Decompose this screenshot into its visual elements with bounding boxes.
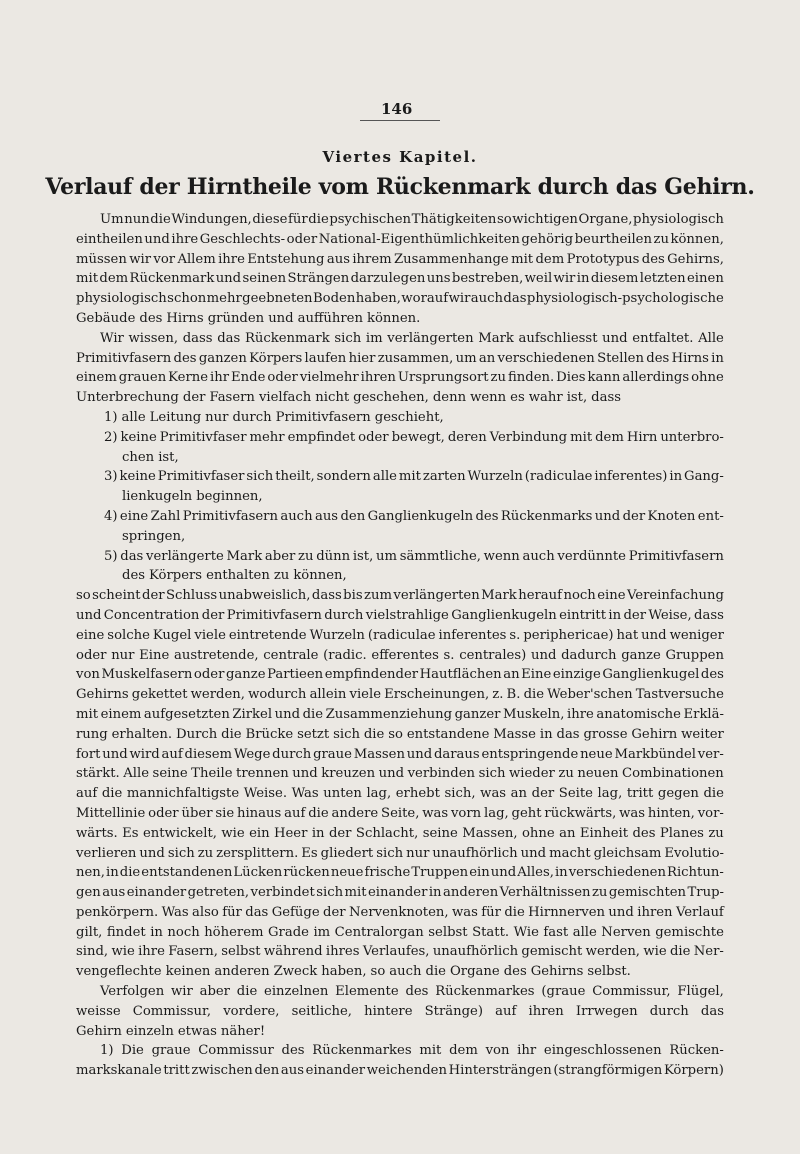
text-line: weisse Commissur, vordere, seitliche, hintere Stränge) auf ihren Irrwegen durch das xyxy=(76,1003,724,1019)
text-line: lienkugeln beginnen, xyxy=(122,489,263,505)
text-line: Mittellinie oder über sie hinaus auf die andere Seite, was vorn lag, geht rückwärts, was hinten, vor- xyxy=(76,805,724,821)
text-line: Um nun die Windungen, diese für die psychischen Thätigkeiten so wichtigen Organe, physiologisch xyxy=(100,212,724,227)
text-line: vengeflechte keinen anderen Zweck haben, so auch die Organe des Gehirns selbst. xyxy=(76,964,631,980)
text-line: gen aus einander getreten, verbindet sich mit einander in anderen Verhältnissen zu gemischten Trup- xyxy=(76,885,724,901)
text-line: eintheilen und ihre Geschlechts- oder National-Eigenthümlichkeiten gehörig beurtheilen zu können, xyxy=(76,231,724,247)
text-line: wärts. Es entwickelt, wie ein Heer in der Schlacht, seine Massen, ohne an Einheit des Planes zu xyxy=(76,825,724,841)
text-line: chen ist, xyxy=(122,449,179,465)
text-line: 4) eine Zahl Primitivfasern auch aus den Ganglienkugeln des Rückenmarks und der Knoten ent- xyxy=(104,508,724,524)
text-line: physiologisch schon mehr geebneten Boden haben, worauf wir auch das physiologisch-psychologische xyxy=(76,291,724,307)
text-line: rung erhalten. Durch die Brücke setzt sich die so entstandene Masse in das grosse Gehirn weiter xyxy=(76,726,724,742)
chapter-label: Viertes Kapitel. xyxy=(322,148,478,166)
text-line: Gebäude des Hirns gründen und aufführen können. xyxy=(76,310,421,326)
text-line: verlieren und sich zu zersplittern. Es gliedert sich nur unaufhörlich und macht gleichsam Evolutio- xyxy=(76,845,724,861)
text-line: eine solche Kugel viele eintretende Wurzeln (radiculae inferentes s. periphericae) hat und weniger xyxy=(76,627,724,643)
text-line: auf die mannichfaltigste Weise. Was unten lag, erhebt sich, was an der Seite lag, tritt gegen die xyxy=(76,786,724,802)
text-line: sind, wie ihre Fasern, selbst während ihres Verlaufes, unaufhörlich gemischt werden, wie die Ner- xyxy=(76,944,724,960)
text-line: mit einem aufgesetzten Zirkel und die Zusammenziehung ganzer Muskeln, ihre anatomische Erklä- xyxy=(76,706,724,722)
body-text xyxy=(76,210,724,1081)
text-line: von Muskelfasern oder ganze Partieen empfindender Hautflächen an Eine einzige Ganglienkugel des xyxy=(76,667,724,683)
text-line: Verfolgen wir aber die einzelnen Elemente des Rückenmarkes (graue Commissur, Flügel, xyxy=(100,984,724,1000)
text-line: fort und wird auf diesem Wege durch graue Massen und daraus entspringende neue Markbündel ver- xyxy=(76,746,724,762)
chapter-title: Verlauf der Hirntheile vom Rückenmark durch das Gehirn. xyxy=(45,174,755,200)
text-line: markskanale tritt zwischen den aus einander weichenden Hintersträngen (strangförmigen Körpern) xyxy=(76,1063,724,1079)
text-line: 5) das verlängerte Mark aber zu dünn ist, um sämmtliche, wenn auch verdünnte Primitivfasern xyxy=(104,548,724,564)
text-line: so scheint der Schluss unabweislich, dass bis zum verlängerten Mark herauf noch eine Vereinfachung xyxy=(76,588,724,604)
text-line: 1) alle Leitung nur durch Primitivfasern geschieht, xyxy=(104,409,444,425)
text-line: müssen wir vor Allem ihre Entstehung aus ihrem Zusammenhange mit dem Prototypus des Gehirns, xyxy=(76,251,724,267)
text-line: Primitivfasern des ganzen Körpers laufen hier zusammen, um an verschiedenen Stellen des Hirns in xyxy=(76,350,724,366)
text-line: springen, xyxy=(122,528,186,544)
text-line: 2) keine Primitivfaser mehr empfindet oder bewegt, deren Verbindung mit dem Hirn unterbro- xyxy=(104,429,724,445)
header-rule xyxy=(360,120,440,121)
text-line: nen, in die entstandenen Lücken rücken neue frische Truppen ein und Alles, in verschiedenen Richtun- xyxy=(76,865,724,881)
text-line: Gehirns gekettet werden, wodurch allein viele Erscheinungen, z. B. die Weber'schen Tastversuche xyxy=(76,687,724,703)
text-line: oder nur Eine austretende, centrale (radic. efferentes s. centrales) und dadurch ganze Gruppen xyxy=(76,647,724,663)
text-line: einem grauen Kerne ihr Ende oder vielmehr ihren Ursprungsort zu finden. Dies kann allerdings ohne xyxy=(76,370,724,386)
text-line: Wir wissen, dass das Rückenmark sich im verlängerten Mark aufschliesst und entfaltet. Alle xyxy=(100,330,724,346)
text-line: 1) Die graue Commissur des Rückenmarkes mit dem von ihr eingeschlossenen Rücken- xyxy=(100,1043,724,1059)
text-line: mit dem Rückenmark und seinen Strängen darzulegen uns bestreben, weil wir in diesem letzten einen xyxy=(76,271,724,287)
text-line: des Körpers enthalten zu können, xyxy=(122,568,347,584)
text-line: penkörpern. Was also für das Gefüge der Nervenknoten, was für die Hirnnerven und ihren Verlauf xyxy=(76,904,724,920)
text-line: Unterbrechung der Fasern vielfach nicht geschehen, denn wenn es wahr ist, dass xyxy=(76,390,622,406)
text-line: stärkt. Alle seine Theile trennen und kreuzen und verbinden sich wieder zu neuen Combinationen xyxy=(76,766,724,782)
text-line: gilt, findet in noch höherem Grade im Centralorgan selbst Statt. Wie fast alle Nerven gemischte xyxy=(76,924,724,940)
page-number: 146 xyxy=(381,100,413,118)
text-line: und Concentration der Primitivfasern durch vielstrahlige Ganglienkugeln eintritt in der Weise, dass xyxy=(76,607,724,623)
text-line: Gehirn einzeln etwas näher! xyxy=(76,1023,266,1039)
text-line: 3) keine Primitivfaser sich theilt, sondern alle mit zarten Wurzeln (radiculae inferentes) in Gang- xyxy=(104,469,724,485)
